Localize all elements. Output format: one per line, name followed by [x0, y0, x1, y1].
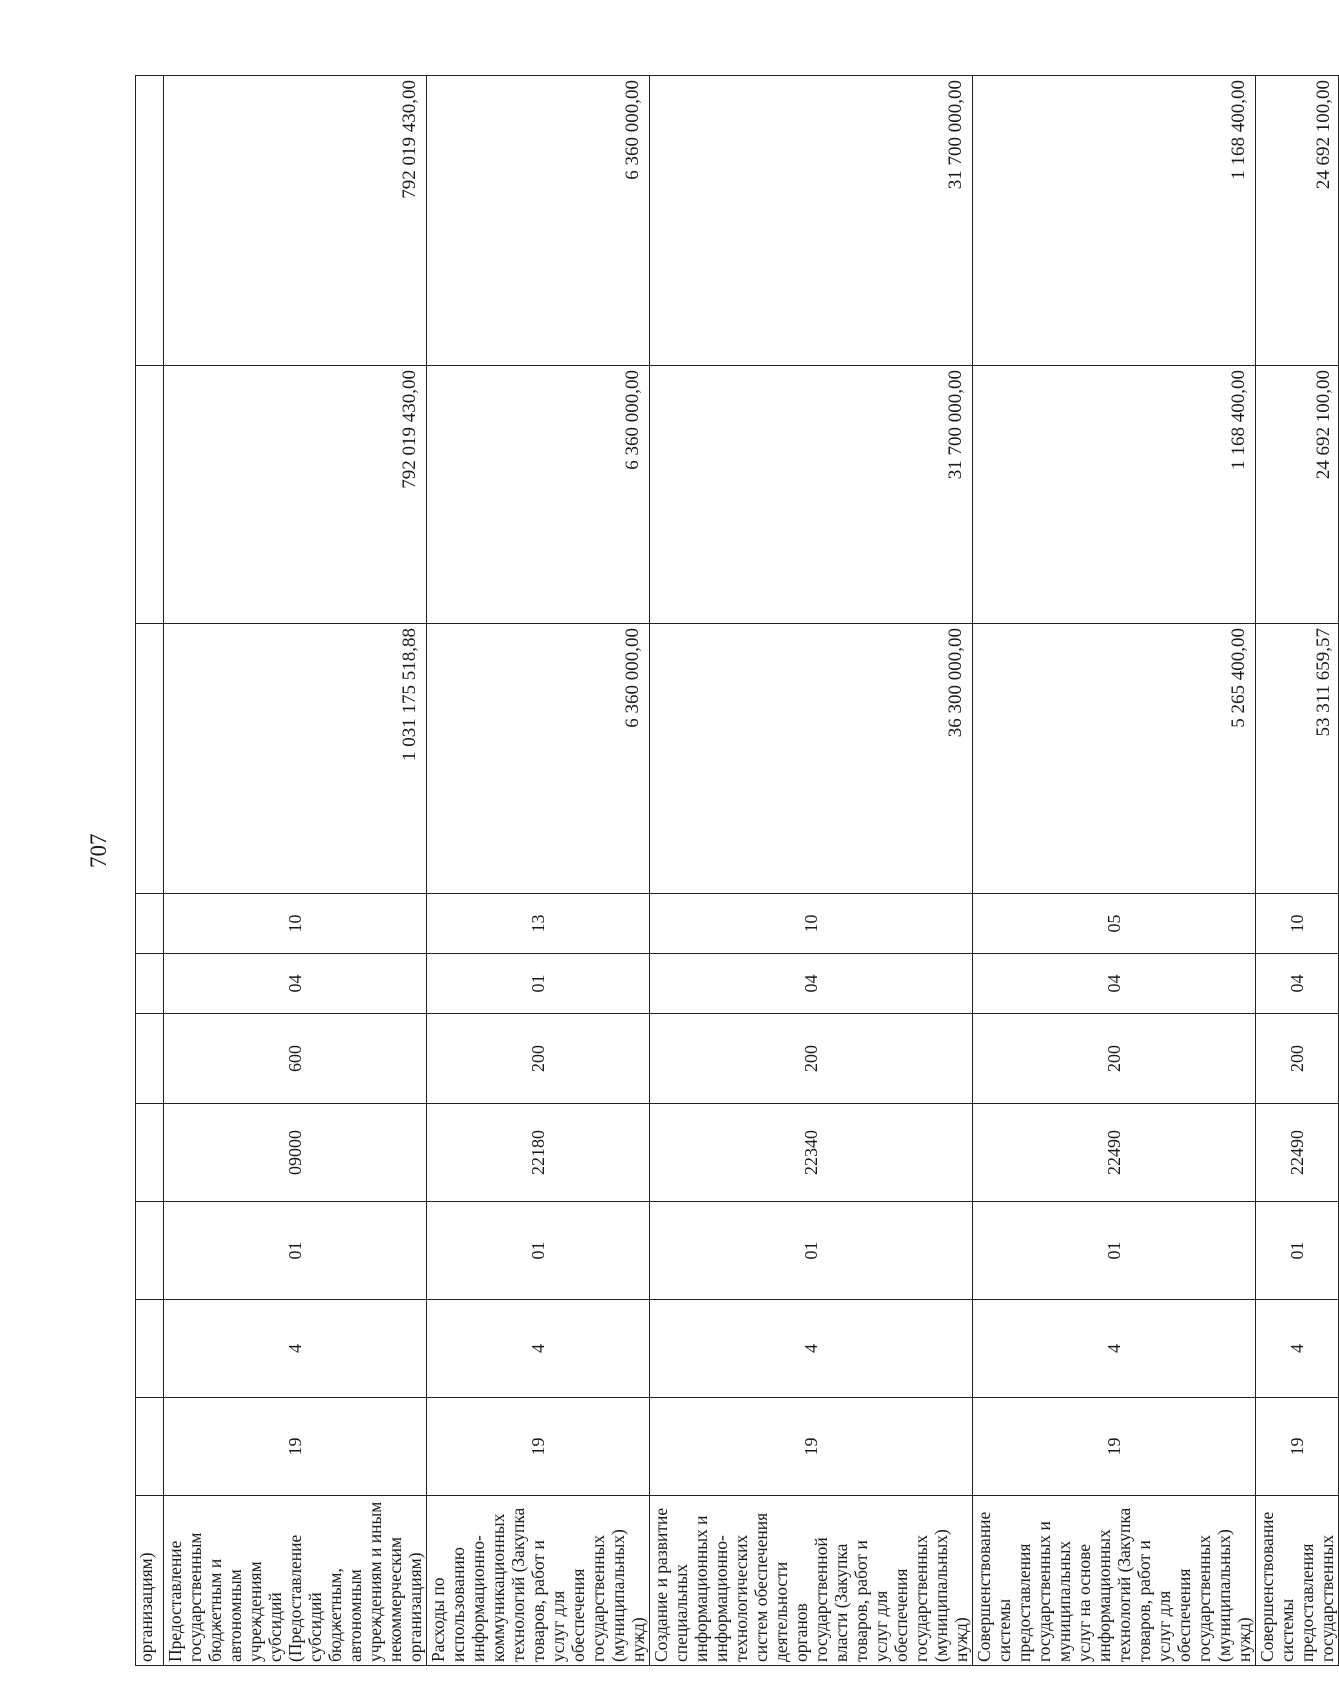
header-fragment-row: [136, 76, 164, 1666]
code-cell: 200: [650, 1014, 973, 1104]
code-cell: 4: [973, 1300, 1256, 1398]
table-row: [650, 76, 973, 1666]
amount-cell: 53 311 659,57: [1256, 624, 1339, 894]
code-cell: 10: [650, 894, 973, 954]
amount-cell: 5 265 400,00: [973, 624, 1256, 894]
rotated-table-container: [135, 76, 1337, 1666]
amount-cell: 31 700 000,00: [650, 366, 973, 624]
code-cell: 4: [164, 1300, 427, 1398]
code-cell: 4: [1256, 1300, 1339, 1398]
code-cell: 01: [427, 954, 650, 1014]
amount-cell: 31 700 000,00: [650, 76, 973, 366]
amount-cell: 1 031 175 518,88: [164, 624, 427, 894]
expense-name: Совершенствование системы предоставления государственных и муниципальных услуг на основе информационных технологий (Закупка товаров, работ и услуг для обеспечения государственных (муниципальных) нужд): [973, 1496, 1256, 1666]
table-row: [973, 76, 1256, 1666]
code-cell: 13: [427, 894, 650, 954]
empty-cell: [136, 366, 164, 624]
code-cell: 22490: [1256, 1104, 1339, 1202]
code-cell: 22490: [973, 1104, 1256, 1202]
code-cell: 01: [164, 1202, 427, 1300]
empty-cell: [136, 954, 164, 1014]
code-cell: 09000: [164, 1104, 427, 1202]
code-cell: 01: [973, 1202, 1256, 1300]
code-cell: 19: [973, 1398, 1256, 1496]
expense-name: Создание и развитие специальных информационных и информационно-технологических систем обеспечения деятельности органов государственной власти (Закупка товаров, работ и услуг для обеспечения государственных (муниципальных) нужд): [650, 1496, 973, 1666]
code-cell: 19: [1256, 1398, 1339, 1496]
code-cell: 22340: [650, 1104, 973, 1202]
amount-cell: 6 360 000,00: [427, 366, 650, 624]
empty-cell: [136, 1202, 164, 1300]
code-cell: 04: [650, 954, 973, 1014]
code-cell: 600: [164, 1014, 427, 1104]
amount-cell: 6 360 000,00: [427, 76, 650, 366]
code-cell: 22180: [427, 1104, 650, 1202]
empty-cell: [136, 1300, 164, 1398]
code-cell: 04: [1256, 954, 1339, 1014]
code-cell: 200: [427, 1014, 650, 1104]
amount-cell: 6 360 000,00: [427, 624, 650, 894]
code-cell: 19: [164, 1398, 427, 1496]
code-cell: 01: [1256, 1202, 1339, 1300]
page-number: 707: [86, 833, 111, 868]
empty-cell: [136, 76, 164, 366]
empty-cell: [136, 894, 164, 954]
table-row: [1256, 76, 1339, 1666]
code-cell: 10: [164, 894, 427, 954]
code-cell: 19: [650, 1398, 973, 1496]
amount-cell: 24 692 100,00: [1256, 366, 1339, 624]
empty-cell: [136, 1014, 164, 1104]
budget-table: [135, 75, 1339, 1666]
code-cell: 200: [1256, 1014, 1339, 1104]
expense-name: Расходы по использованию информационно-коммуникационных технологий (Закупка товаров, работ и услуг для обеспечения государственных (муниципальных) нужд): [427, 1496, 650, 1666]
table-row: [164, 76, 427, 1666]
empty-cell: [136, 624, 164, 894]
code-cell: 05: [973, 894, 1256, 954]
code-cell: 04: [164, 954, 427, 1014]
expense-name: Совершенствование системы предоставления государственных: [1256, 1496, 1339, 1666]
name-cell: организациям): [136, 1496, 164, 1666]
code-cell: 01: [427, 1202, 650, 1300]
amount-cell: 36 300 000,00: [650, 624, 973, 894]
code-cell: 04: [973, 954, 1256, 1014]
code-cell: 19: [427, 1398, 650, 1496]
table-row: [427, 76, 650, 1666]
code-cell: 10: [1256, 894, 1339, 954]
code-cell: 01: [650, 1202, 973, 1300]
code-cell: 200: [973, 1014, 1256, 1104]
expense-name: Предоставление государственным бюджетным и автономным учреждениям субсидий (Предоставление субсидий бюджетным, автономным учреждениям и иным некоммерческим организациям): [164, 1496, 427, 1666]
code-cell: 4: [427, 1300, 650, 1398]
amount-cell: 792 019 430,00: [164, 366, 427, 624]
code-cell: 4: [650, 1300, 973, 1398]
amount-cell: 792 019 430,00: [164, 76, 427, 366]
empty-cell: [136, 1398, 164, 1496]
amount-cell: 1 168 400,00: [973, 366, 1256, 624]
empty-cell: [136, 1104, 164, 1202]
amount-cell: 1 168 400,00: [973, 76, 1256, 366]
amount-cell: 24 692 100,00: [1256, 76, 1339, 366]
